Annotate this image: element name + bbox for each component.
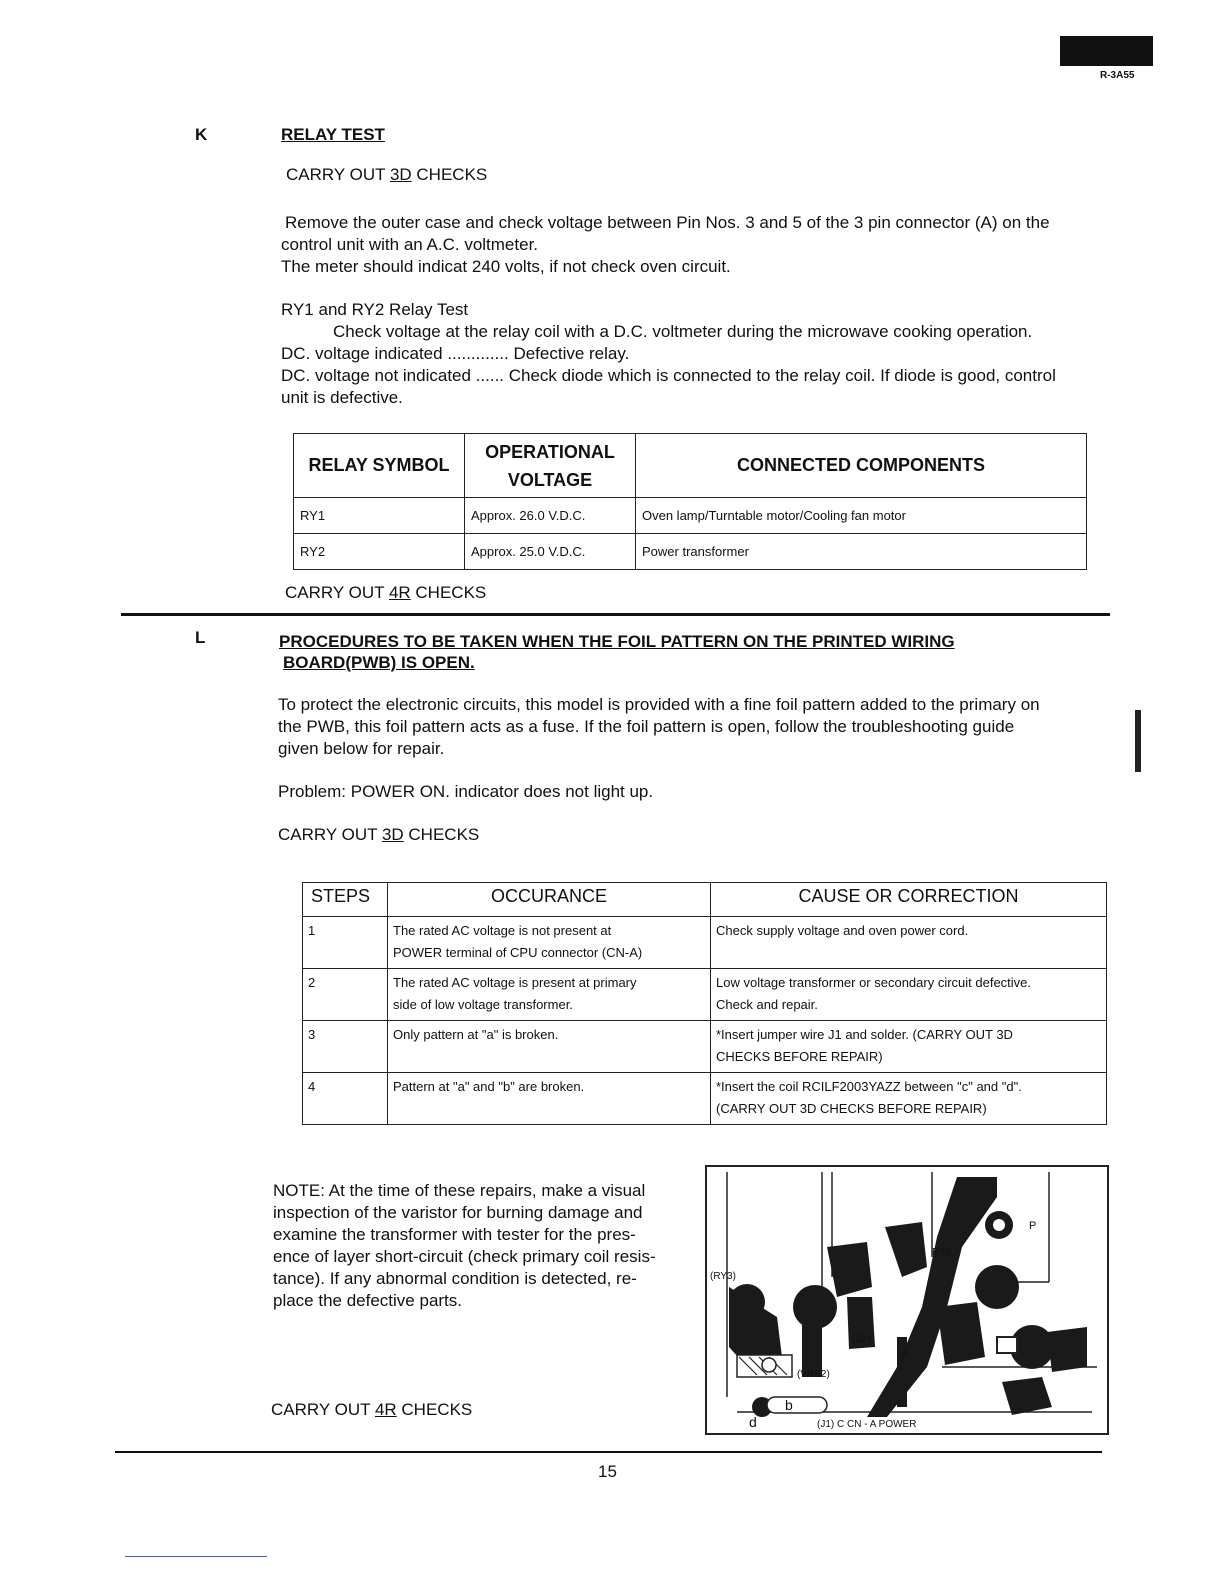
section-l-carry-out-4r: CARRY OUT 4R CHECKS [271, 1400, 473, 1419]
footer-divider [115, 1451, 1102, 1453]
label-p: P [1029, 1220, 1037, 1232]
section-l-carry-out-3d: CARRY OUT 3D CHECKS [278, 825, 480, 844]
repair-note: NOTE: At the time of these repairs, make a visual inspection of the varistor for burning damage and examine the transformer with tester for the pres- ence of layer short-circuit (check primary coil resis- tance). If any abnormal condition is detected, re- place the defective parts. [273, 1181, 656, 1310]
pwb-foil-drawing [707, 1167, 1107, 1433]
relay-table [293, 433, 1087, 570]
page-number: 15 [598, 1462, 617, 1481]
section-divider [121, 613, 1110, 616]
steps-table [302, 882, 1107, 1125]
section-l-title: PROCEDURES TO BE TAKEN WHEN THE FOIL PATTERN ON THE PRINTED WIRING BOARD(PWB) IS OPEN. [279, 632, 955, 672]
label-b: b [785, 1397, 793, 1413]
label-j2: (J2+ [852, 1334, 872, 1345]
section-k-carry-out-3d: CARRY OUT 3D CHECKS [286, 165, 488, 184]
section-l-paragraph: To protect the electronic circuits, this model is provided with a fine foil pattern added to the primary on the PWB, this foil pattern acts as a fuse. If the foil pattern is open, follow the troubleshooting guide given below for repair. [278, 695, 1040, 758]
steps-header: STEPS [303, 883, 388, 917]
relay-table-header-symbol: RELAY SYMBOL [294, 434, 465, 498]
table-row: 2 The rated AC voltage is present at primary side of low voltage transformer. Low voltage transformer or secondary circuit defective. Check and repair. [303, 969, 1107, 1021]
table-row: RY1 Approx. 26.0 V.D.C. Oven lamp/Turntable motor/Cooling fan motor [294, 498, 1087, 534]
section-k-letter: K [195, 125, 208, 144]
label-d: d [749, 1414, 757, 1430]
relay-test-instructions: RY1 and RY2 Relay Test Check voltage at the relay coil with a D.C. voltmeter during the microwave cooking operation. DC. voltage indicated ............. Defective relay. DC. voltage not indicated ...... Check diode which is connected to the relay coil. If diode is good, control unit is defective. [281, 300, 1056, 407]
label-ry2: RY2 [932, 1247, 952, 1258]
cause-header: CAUSE OR CORRECTION [711, 883, 1107, 917]
scan-artifact-line [125, 1556, 267, 1557]
table-row: 4 Pattern at "a" and "b" are broken. *Insert the coil RCILF2003YAZZ between "c" and "d". (CARRY OUT 3D CHECKS BEFORE REPAIR) [303, 1073, 1107, 1125]
section-l-letter: L [195, 628, 206, 647]
label-cn-a-power: (J1) C CN - A POWER [817, 1419, 917, 1430]
occurance-header: OCCURANCE [388, 883, 711, 917]
relay-table-header-voltage: OPERATIONAL VOLTAGE [465, 434, 636, 498]
problem-statement: Problem: POWER ON. indicator does not light up. [278, 782, 654, 801]
label-vrs2: (VRS2) [797, 1369, 830, 1380]
section-k-paragraph: Remove the outer case and check voltage between Pin Nos. 3 and 5 of the 3 pin connector (A) on the control unit with an A.C. voltmeter. The meter should indicat 240 volts, if not check oven circuit. [281, 213, 1050, 276]
label-a: a [900, 1344, 908, 1360]
pwb-foil-diagram [705, 1165, 1109, 1435]
table-row: 3 Only pattern at "a" is broken. *Insert jumper wire J1 and solder. (CARRY OUT 3D CHECKS BEFORE REPAIR) [303, 1021, 1107, 1073]
label-ry3: (RY3) [710, 1271, 736, 1282]
relay-table-header-components: CONNECTED COMPONENTS [636, 434, 1087, 498]
scan-margin-mark [1135, 710, 1141, 772]
table-row: 1 The rated AC voltage is not present at POWER terminal of CPU connector (CN-A) Check supply voltage and oven power cord. [303, 917, 1107, 969]
header-black-bar [1060, 36, 1153, 66]
model-number: R-3A55 [1100, 70, 1135, 81]
section-k-carry-out-4r: CARRY OUT 4R CHECKS [285, 583, 487, 602]
table-row: RY2 Approx. 25.0 V.D.C. Power transformer [294, 534, 1087, 570]
section-k-title: RELAY TEST [281, 125, 385, 144]
